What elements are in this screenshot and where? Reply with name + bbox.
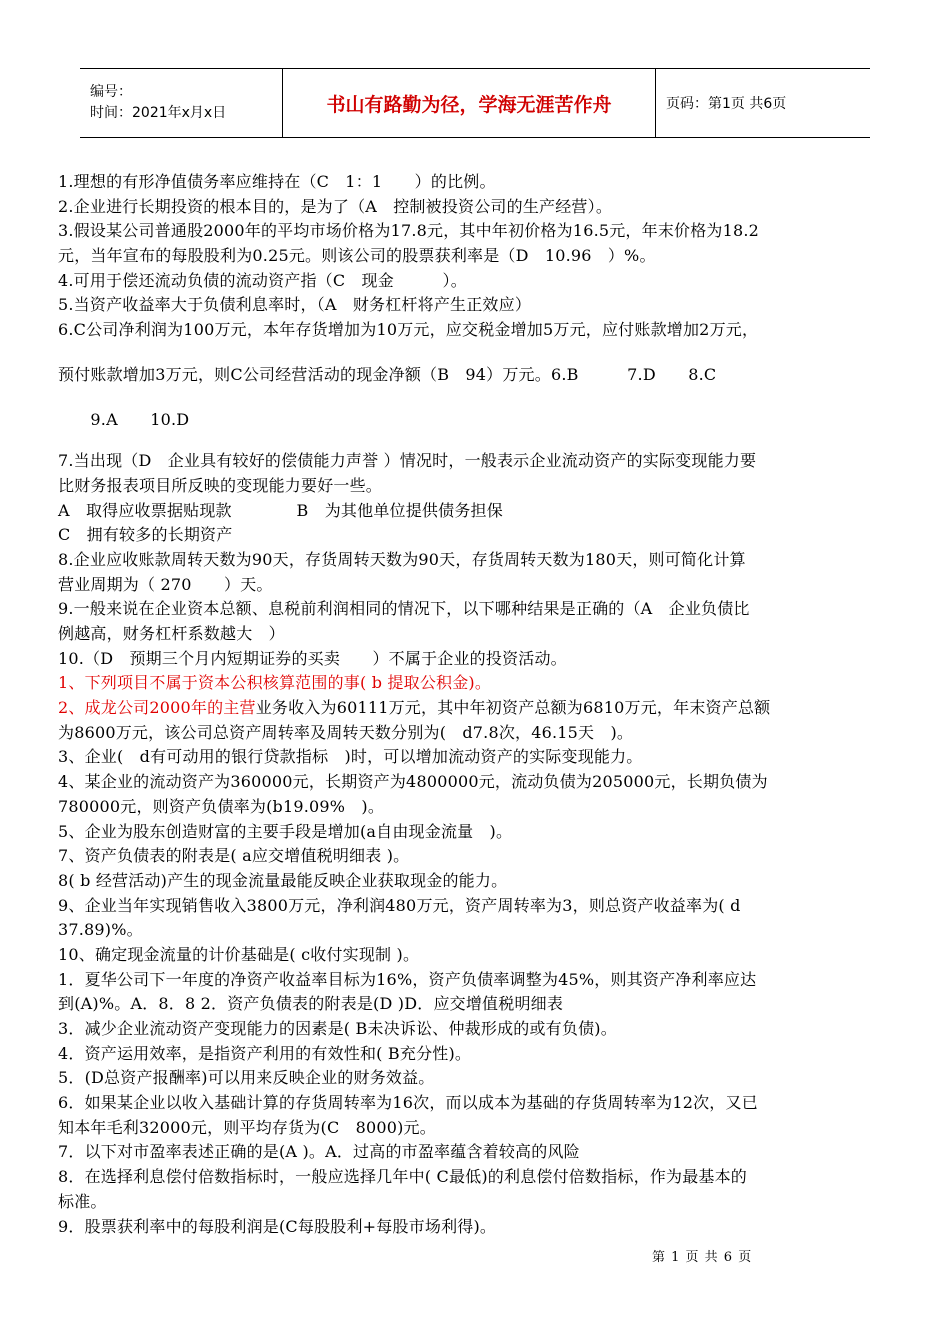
text-line: 6.C公司净利润为100万元，本年存货增加为10万元，应交税金增加5万元，应付账款增加2万元，	[58, 320, 759, 340]
text-line: 知本年毛利32000元，则平均存货为(C 8000)元。	[58, 1117, 436, 1137]
text-line: 4.可用于偿还流动负债的流动资产指（C 现金 ）。	[58, 270, 467, 290]
text-line: 8( b 经营活动)产生的现金流量最能反映企业获取现金的能力。	[58, 870, 508, 890]
text-line: 7、资产负债表的附表是( a应交增值税明细表 )。	[58, 846, 410, 866]
text-line: 2.企业进行长期投资的根本目的，是为了（A 控制被投资公司的生产经营）。	[58, 196, 613, 216]
document-body	[58, 170, 894, 1239]
text-line: 780000元，则资产负债率为(b19.09% )。	[58, 796, 385, 816]
text-line: 9.A 10.D	[58, 409, 190, 429]
text-line: 37.89)%。	[58, 920, 143, 940]
doc-code-label: 编号：	[90, 84, 132, 100]
header-page-info	[656, 69, 870, 137]
text-line: 例越高，财务杠杆系数越大 ）	[58, 624, 285, 643]
text-line: 9．股票获利率中的每股利润是(C每股股利+每股市场利得)。	[58, 1216, 497, 1236]
text-line: 10.（D 预期三个月内短期证券的买卖 ）不属于企业的投资活动。	[58, 648, 567, 668]
text-line: 5．(D总资产报酬率)可以用来反映企业的财务效益。	[58, 1068, 435, 1088]
text-line: 1.理想的有形净值债务率应维持在（C 1：1 ）的比例。	[58, 172, 496, 191]
text-line: 标准。	[58, 1191, 107, 1211]
red-question-prefix: 2、成龙公司2000年的主营	[58, 698, 256, 718]
page-header	[80, 68, 870, 138]
text-line: 3．减少企业流动资产变现能力的因素是( B未决诉讼、仲裁形成的或有负债)。	[58, 1019, 617, 1038]
text-line: 5、企业为股东创造财富的主要手段是增加(a自由现金流量 )。	[58, 821, 513, 841]
text-line: 9.一般来说在企业资本总额、息税前利润相同的情况下，以下哪种结果是正确的（A 企业负债比	[58, 599, 750, 619]
page-footer: 第 1 页 共 6 页	[652, 1250, 753, 1265]
text-line: 3.假设某公司普通股2000年的平均市场价格为17.8元，其中年初价格为16.5元，年末价格为18.2	[58, 221, 760, 241]
header-motto	[282, 69, 656, 137]
text-line: 8.企业应收账款周转天数为90天，存货周转天数为90天，存货周转天数为180天，则可简化计算	[58, 549, 746, 569]
text-line: 7．以下对市盈率表述正确的是(A )。A．过高的市盈率蕴含着较高的风险	[58, 1142, 580, 1162]
text-line: 5.当资产收益率大于负债利息率时，（A 财务杠杆将产生正效应）	[58, 295, 532, 315]
text-line: 到(A)%。A．8．8 2．资产负债表的附表是(D )D．应交增值税明细表	[58, 994, 564, 1014]
text-line: 3、企业( d有可动用的银行贷款指标 )时，可以增加流动资产的实际变现能力。	[58, 747, 643, 767]
text-line	[58, 696, 894, 721]
header-meta	[80, 69, 282, 137]
text-line: 为8600万元，该公司总资产周转率及周转天数分别为( d7.8次，46.15天 )。	[58, 722, 634, 742]
text-line: 7.当出现（D 企业具有较好的偿债能力声誉 ）情况时，一般表示企业流动资产的实际变现能力要	[58, 451, 757, 471]
doc-date: 时间：2021年x月x日	[90, 105, 227, 121]
text-line: A 取得应收票据贴现款 B 为其他单位提供债务担保	[58, 500, 503, 520]
text-line: 6．如果某企业以收入基础计算的存货周转率为16次，而以成本为基础的存货周转率为12次，又已	[58, 1093, 758, 1113]
text-line: 预付账款增加3万元，则C公司经营活动的现金净额（B 94）万元。6.B 7.D 8.C	[58, 364, 717, 384]
text-line: C 拥有较多的长期资产	[58, 525, 233, 545]
text-line: 元，当年宣布的每股股利为0.25元。则该公司的股票获利率是（D 10.96 ）%。	[58, 246, 656, 266]
text-line: 比财务报表项目所反映的变现能力要好一些。	[58, 475, 383, 495]
red-question-line: 1、下列项目不属于资本公积核算范围的事( b 提取公积金)。	[58, 673, 492, 693]
text-line: 营业周期为（ 270 ）天。	[58, 574, 273, 594]
text-line: 9、企业当年实现销售收入3800万元，净利润480万元，资产周转率为3，则总资产收益率为( d	[58, 895, 741, 915]
text-line: 8．在选择利息偿付倍数指标时，一般应选择几年中( C最低)的利息偿付倍数指标，作为最基本的	[58, 1167, 747, 1187]
text-line: 10、确定现金流量的计价基础是( c收付实现制 )。	[58, 944, 420, 964]
text-line: 4、某企业的流动资产为360000元，长期资产为4800000元，流动负债为205000元，长期负债为	[58, 772, 768, 792]
motto-text: 书山有路勤为径，学海无涯苦作舟	[326, 93, 612, 116]
text-line: 4．资产运用效率，是指资产利用的有效性和( B充分性)。	[58, 1043, 472, 1063]
page-info-text: 页码：第1页 共6页	[666, 96, 787, 112]
text-line: 1．夏华公司下一年度的净资产收益率目标为16%，资产负债率调整为45%，则其资产净利率应达	[58, 969, 757, 989]
question-rest: 业务收入为60111万元，其中年初资产总额为6810万元，年末资产总额	[255, 698, 771, 718]
